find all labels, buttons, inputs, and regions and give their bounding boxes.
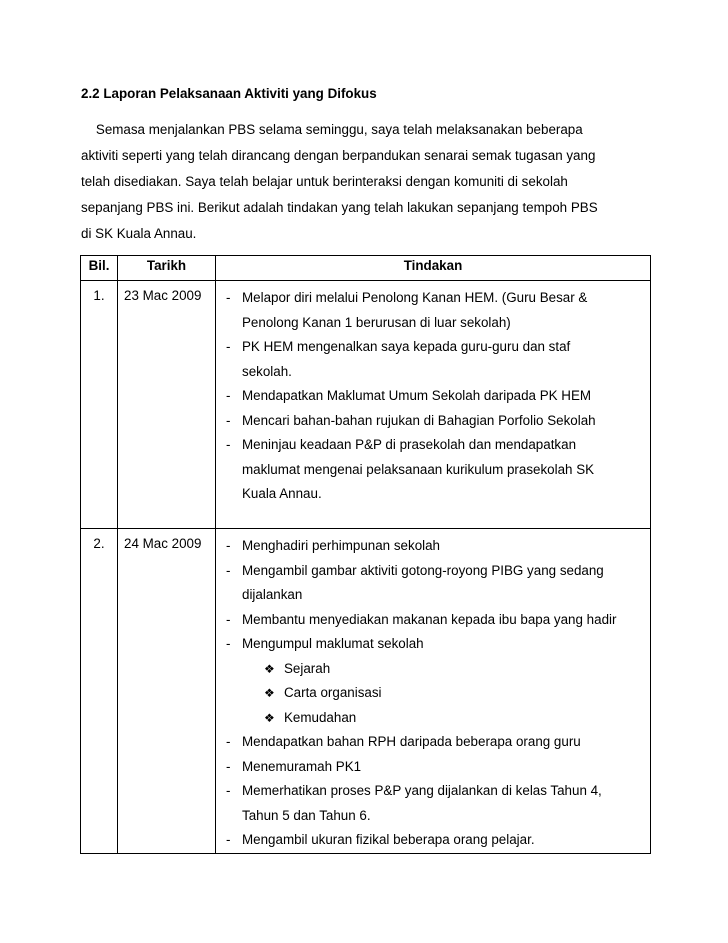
action-subitem (216, 706, 650, 731)
action-item-line (216, 608, 650, 633)
action-item-line (216, 409, 650, 434)
action-text: Menghadiri perhimpunan sekolah (242, 538, 441, 553)
action-text: Tahun 5 dan Tahun 6. (242, 807, 371, 823)
action-item-line (216, 384, 650, 409)
action-text: Penolong Kanan 1 berurusan di luar sekolah) (242, 314, 511, 330)
action-item-line (216, 755, 650, 780)
intro-line: di SK Kuala Annau. (81, 226, 197, 241)
dash-bullet: - (226, 611, 231, 627)
intro-paragraph (81, 121, 651, 251)
cell-tindakan (216, 281, 651, 529)
action-item-line (216, 804, 650, 829)
action-text: Mengambil gambar aktiviti gotong-royong PIBG yang sedang (242, 562, 604, 578)
action-item-line (216, 433, 650, 458)
intro-line: telah disediakan. Saya telah belajar untuk berinteraksi dengan komuniti di sekolah (81, 174, 568, 189)
dash-bullet: - (226, 758, 231, 774)
dash-bullet: - (226, 290, 231, 305)
cell-tindakan (216, 529, 651, 854)
action-item-line (216, 534, 650, 559)
action-text: maklumat mengenai pelaksanaan kurikulum prasekolah SK (242, 461, 595, 477)
header-tindakan: Tindakan (216, 256, 651, 281)
subitem-text: Carta organisasi (284, 685, 382, 700)
cell-bil: 2. (81, 529, 118, 854)
diamond-bullet-icon: ❖ (264, 686, 275, 700)
action-text: Menemuramah PK1 (242, 758, 362, 774)
action-text: Membantu menyediakan makanan kepada ibu bapa yang hadir (242, 611, 617, 627)
diamond-bullet-icon: ❖ (264, 710, 275, 725)
action-text: Kuala Annau. (242, 486, 322, 501)
action-item-line (216, 779, 650, 804)
intro-line: sepanjang PBS ini. Berikut adalah tindakan yang telah lakukan sepanjang tempoh PBS (81, 200, 598, 215)
dash-bullet: - (226, 339, 231, 354)
action-text: Mendapatkan Maklumat Umum Sekolah daripada PK HEM (242, 388, 592, 403)
dash-bullet: - (226, 562, 231, 578)
header-tarikh: Tarikh (118, 256, 216, 281)
action-text: sekolah. (242, 363, 292, 379)
action-text: dijalankan (242, 587, 303, 602)
dash-bullet: - (226, 832, 231, 847)
action-subitem (216, 657, 650, 682)
dash-bullet: - (226, 538, 231, 553)
cell-tarikh: 23 Mac 2009 (118, 281, 216, 529)
action-text: Mengumpul maklumat sekolah (242, 636, 424, 651)
action-item-line (216, 730, 650, 755)
table-body (81, 281, 651, 854)
action-item-line (216, 458, 650, 483)
cell-bil: 1. (81, 281, 118, 529)
action-item-line (216, 335, 650, 360)
dash-bullet: - (226, 734, 231, 749)
table-row (81, 281, 651, 529)
diamond-bullet-icon: ❖ (264, 661, 275, 676)
action-item-line (216, 632, 650, 657)
action-item-line (216, 482, 650, 507)
action-item-line (216, 559, 650, 584)
action-text: Mengambil ukuran fizikal beberapa orang pelajar. (242, 832, 535, 847)
dash-bullet: - (226, 388, 231, 403)
action-text: PK HEM mengenalkan saya kepada guru-guru dan staf (242, 339, 571, 354)
subitem-text: Kemudahan (284, 709, 357, 725)
subitem-text: Sejarah (284, 660, 331, 676)
action-item-line (216, 828, 650, 853)
intro-line: Semasa menjalankan PBS selama seminggu, saya telah melaksanakan beberapa (81, 122, 583, 137)
action-text: Memerhatikan proses P&P yang dijalankan di kelas Tahun 4, (242, 783, 602, 798)
header-bil: Bil. (81, 256, 118, 281)
action-text: Mendapatkan bahan RPH daripada beberapa orang guru (242, 734, 581, 749)
dash-bullet: - (226, 437, 231, 452)
table-header-row (81, 256, 651, 281)
intro-line: aktiviti seperti yang telah dirancang dengan berpandukan senarai semak tugasan yang (81, 148, 596, 163)
cell-tarikh: 24 Mac 2009 (118, 529, 216, 854)
dash-bullet: - (226, 412, 231, 428)
activity-table (80, 255, 651, 854)
action-text: Mencari bahan-bahan rujukan di Bahagian Porfolio Sekolah (242, 412, 596, 428)
action-item-line (216, 311, 650, 336)
action-item-line (216, 286, 650, 311)
action-subitem (216, 681, 650, 706)
action-item-line (216, 360, 650, 385)
section-heading: 2.2 Laporan Pelaksanaan Aktiviti yang Difokus (81, 86, 377, 101)
dash-bullet: - (226, 636, 231, 651)
dash-bullet: - (226, 783, 231, 798)
table-row (81, 529, 651, 854)
action-text: Meninjau keadaan P&P di prasekolah dan mendapatkan (242, 437, 577, 452)
action-text: Melapor diri melalui Penolong Kanan HEM. (Guru Besar & (242, 290, 588, 305)
action-item-line (216, 583, 650, 608)
